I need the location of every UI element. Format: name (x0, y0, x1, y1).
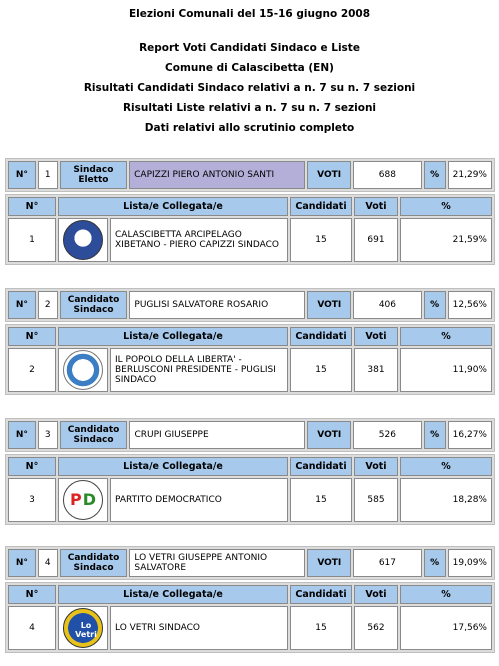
candidate-block-4 (5, 546, 495, 653)
voti-label: VOTI (307, 161, 351, 189)
list-number: 2 (8, 348, 56, 392)
report-title: Report Voti Candidati Sindaco e Liste (139, 42, 360, 54)
candidate-status: Candidato Sindaco (60, 549, 128, 577)
list-name: PARTITO DEMOCRATICO (110, 478, 288, 522)
candidate-pct: 19,09% (448, 549, 492, 577)
list-candidati: 15 (290, 478, 352, 522)
candidati-header: Candidati (290, 585, 352, 604)
candidate-row-1 (5, 158, 495, 192)
lists-table-4 (5, 582, 495, 653)
lists-table-1 (5, 194, 495, 265)
list-name: LO VETRI SINDACO (110, 606, 288, 650)
candidate-row-3 (5, 418, 495, 452)
list-name-header: Lista/e Collegata/e (58, 457, 288, 476)
candidate-status: Candidato Sindaco (60, 291, 128, 319)
candidati-header: Candidati (290, 197, 352, 216)
voti-label: VOTI (307, 291, 351, 319)
list-logo-cell (58, 218, 108, 262)
pct-label: % (424, 421, 446, 449)
list-row (8, 606, 492, 650)
candidate-votes: 526 (353, 421, 422, 449)
list-no-header: N° (8, 585, 56, 604)
list-name-header: Lista/e Collegata/e (58, 197, 288, 216)
list-votes: 381 (354, 348, 398, 392)
candidate-votes: 617 (353, 549, 422, 577)
pct-label: % (424, 161, 446, 189)
lists-table-3 (5, 454, 495, 525)
candidati-header: Candidati (290, 327, 352, 346)
voti-label: VOTI (307, 421, 351, 449)
list-logo-cell (58, 606, 108, 650)
list-number: 1 (8, 218, 56, 262)
candidate-votes: 688 (353, 161, 422, 189)
list-row (8, 348, 492, 392)
list-votes: 691 (354, 218, 398, 262)
no-label: N° (8, 161, 36, 189)
candidate-name: LO VETRI GIUSEPPE ANTONIO SALVATORE (129, 549, 305, 577)
voti-label: VOTI (307, 549, 351, 577)
pct-header: % (400, 197, 492, 216)
voti-header: Voti (354, 327, 398, 346)
pct-header: % (400, 585, 492, 604)
candidati-header: Candidati (290, 457, 352, 476)
list-no-header: N° (8, 197, 56, 216)
candidate-number: 1 (38, 161, 58, 189)
pct-label: % (424, 549, 446, 577)
list-name-header: Lista/e Collegata/e (58, 327, 288, 346)
list-pct: 21,59% (400, 218, 492, 262)
list-number: 4 (8, 606, 56, 650)
list-pct: 18,28% (400, 478, 492, 522)
candidate-votes: 406 (353, 291, 422, 319)
candidate-row-2 (5, 288, 495, 322)
candidate-block-2 (5, 288, 495, 395)
list-row (8, 478, 492, 522)
no-label: N° (8, 291, 36, 319)
candidate-number: 3 (38, 421, 58, 449)
candidate-pct: 21,29% (448, 161, 492, 189)
pct-header: % (400, 327, 492, 346)
scrutiny-status: Dati relativi allo scrutinio completo (144, 122, 355, 134)
list-no-header: N° (8, 327, 56, 346)
list-candidati: 15 (290, 218, 352, 262)
municipality-title: Comune di Calascibetta (EN) (165, 62, 334, 74)
list-logo-cell (58, 348, 108, 392)
pdl-logo-icon (63, 350, 103, 390)
voti-header: Voti (354, 197, 398, 216)
candidate-name: CAPIZZI PIERO ANTONIO SANTI (129, 161, 305, 189)
list-votes: 585 (354, 478, 398, 522)
candidate-status: Candidato Sindaco (60, 421, 128, 449)
candidate-block-1 (5, 158, 495, 265)
lists-table-2 (5, 324, 495, 395)
capizzi-logo-icon (63, 220, 103, 260)
pct-label: % (424, 291, 446, 319)
list-votes: 562 (354, 606, 398, 650)
candidate-row-4 (5, 546, 495, 580)
list-pct: 17,56% (400, 606, 492, 650)
no-label: N° (8, 421, 36, 449)
pct-header: % (400, 457, 492, 476)
candidate-block-3 (5, 418, 495, 525)
candidate-name: PUGLISI SALVATORE ROSARIO (129, 291, 305, 319)
list-number: 3 (8, 478, 56, 522)
list-logo-cell (58, 478, 108, 522)
list-name: IL POPOLO DELLA LIBERTA' - BERLUSCONI PRESIDENTE - PUGLISI SINDACO (110, 348, 288, 392)
list-name-header: Lista/e Collegata/e (58, 585, 288, 604)
list-no-header: N° (8, 457, 56, 476)
list-candidati: 15 (290, 606, 352, 650)
candidate-pct: 12,56% (448, 291, 492, 319)
list-row (8, 218, 492, 262)
candidate-status: Sindaco Eletto (60, 161, 127, 189)
candidate-number: 2 (38, 291, 58, 319)
list-name: CALASCIBETTA ARCIPELAGO XIBETANO - PIERO CAPIZZI SINDACO (110, 218, 288, 262)
candidates-results-title: Risultati Candidati Sindaco relativi a n. 7 su n. 7 sezioni (83, 82, 416, 94)
list-pct: 11,90% (400, 348, 492, 392)
candidate-pct: 16,27% (448, 421, 492, 449)
no-label: N° (8, 549, 36, 577)
voti-header: Voti (354, 457, 398, 476)
lo-vetri-logo-icon: Lo Vetri (63, 608, 103, 648)
lists-results-title: Risultati Liste relativi a n. 7 su n. 7 sezioni (122, 102, 377, 114)
candidate-number: 4 (38, 549, 58, 577)
pd-logo-icon: P D (63, 480, 103, 520)
list-candidati: 15 (290, 348, 352, 392)
election-title: Elezioni Comunali del 15-16 giugno 2008 (128, 8, 371, 20)
voti-header: Voti (354, 585, 398, 604)
candidate-name: CRUPI GIUSEPPE (129, 421, 305, 449)
